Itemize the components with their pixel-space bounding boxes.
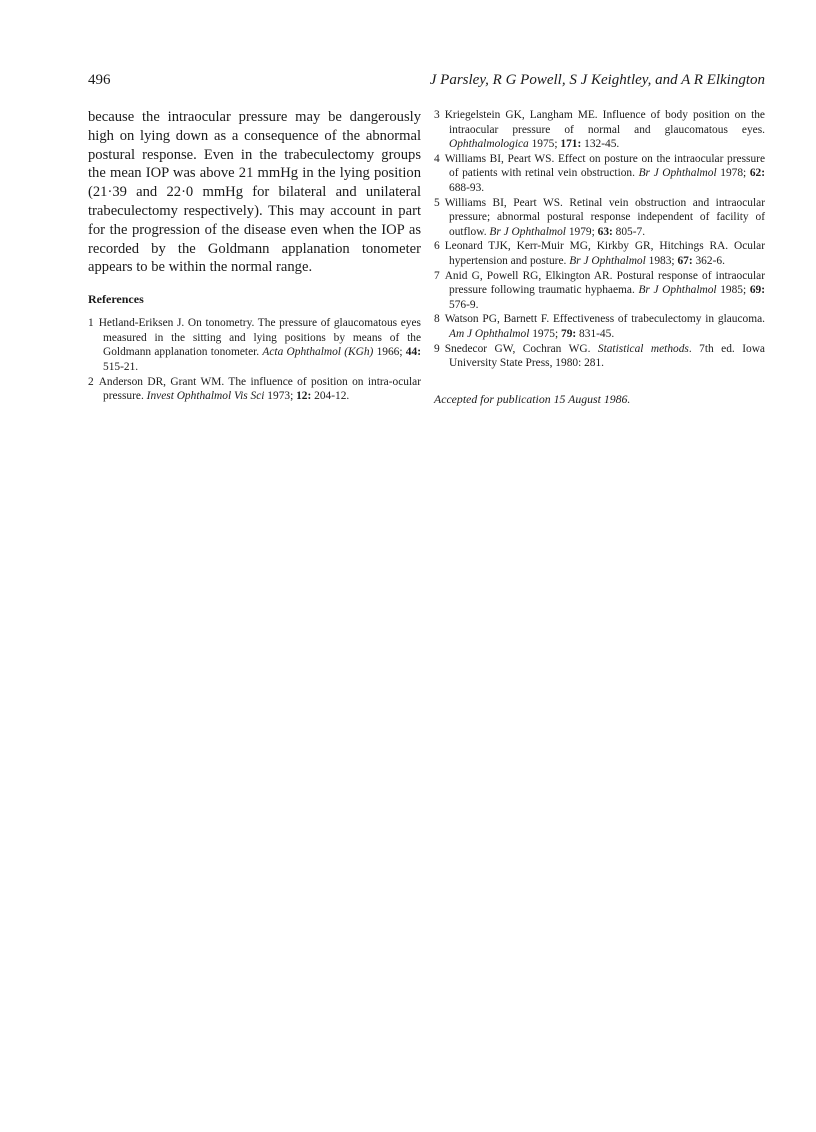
reference-number: 4	[434, 152, 440, 165]
right-column	[434, 108, 765, 407]
reference-number: 3	[434, 109, 440, 121]
reference-number: 2	[88, 375, 94, 388]
reference-item	[88, 375, 421, 404]
references-heading: References	[88, 292, 144, 307]
reference-text: Williams BI, Peart WS. Retinal vein obstruction and intraocular pressure; abnormal postural response independent of facility of outflow. Br J Ophthalmol 1979; 63: 805-7.	[444, 196, 765, 238]
body-paragraph: because the intraocular pressure may be dangerously high on lying down as a consequence of the abnormal postural response. Even in the trabeculectomy groups the mean IOP was above 21 mmHg in the lying position (21·39 and 22·0 mmHg for bilateral and unilateral trabeculectomy respectively). This may account in part for the progression of the disease even when the IOP as recorded by the Goldmann applanation tonometer appears to be within the normal range.	[88, 109, 421, 276]
reference-text: Leonard TJK, Kerr-Muir MG, Kirkby GR, Hitchings RA. Ocular hypertension and posture. Br J Ophthalmol 1983; 67: 362-6.	[444, 240, 765, 267]
reference-text: Williams BI, Peart WS. Effect on posture on the intraocular pressure of patients with retinal vein obstruction. Br J Ophthalmol 1978; 62: 688-93.	[444, 152, 765, 194]
reference-item	[434, 152, 765, 196]
reference-text: Hetland-Eriksen J. On tonometry. The pressure of glaucomatous eyes measured in the sitting and lying positions by means of the Goldmann applanation tonometer. Acta Ophthalmol (KGh) 1966; 44: 515-21.	[98, 317, 421, 373]
reference-item	[434, 108, 765, 152]
reference-text: Kriegelstein GK, Langham ME. Influence of body position on the intraocular pressure of normal and glaucomatous eyes. Ophthalmologica 1975; 171: 132-45.	[444, 109, 765, 151]
reference-text: Anid G, Powell RG, Elkington AR. Postural response of intraocular pressure following traumatic hyphaema. Br J Ophthalmol 1985; 69: 576-9.	[444, 269, 765, 311]
reference-item	[434, 269, 765, 313]
reference-number: 7	[434, 269, 440, 282]
reference-item	[434, 342, 765, 371]
reference-item	[434, 312, 765, 341]
page-header	[88, 72, 765, 89]
reference-list-left	[88, 316, 421, 404]
reference-number: 5	[434, 196, 440, 209]
left-column	[88, 108, 421, 404]
reference-text: Anderson DR, Grant WM. The influence of position on intra-ocular pressure. Invest Ophthalmol Vis Sci 1973; 12: 204-12.	[98, 375, 421, 403]
two-column-layout	[88, 108, 765, 407]
reference-item	[88, 316, 421, 374]
reference-number: 6	[434, 240, 440, 253]
running-head-authors: J Parsley, R G Powell, S J Keightley, and A R Elkington	[429, 72, 765, 88]
reference-text: Snedecor GW, Cochran WG. Statistical methods. 7th ed. Iowa University State Press, 1980: 281.	[444, 342, 765, 370]
page-number: 496	[88, 72, 111, 88]
reference-list-right	[434, 108, 765, 371]
reference-number: 1	[88, 317, 94, 330]
reference-item	[434, 196, 765, 240]
reference-item	[434, 239, 765, 268]
accepted-for-publication-note: Accepted for publication 15 August 1986.	[434, 391, 631, 406]
reference-number: 8	[434, 313, 440, 326]
reference-text: Watson PG, Barnett F. Effectiveness of trabeculectomy in glaucoma. Am J Ophthalmol 1975; 79: 831-45.	[444, 313, 765, 340]
reference-number: 9	[434, 342, 440, 355]
